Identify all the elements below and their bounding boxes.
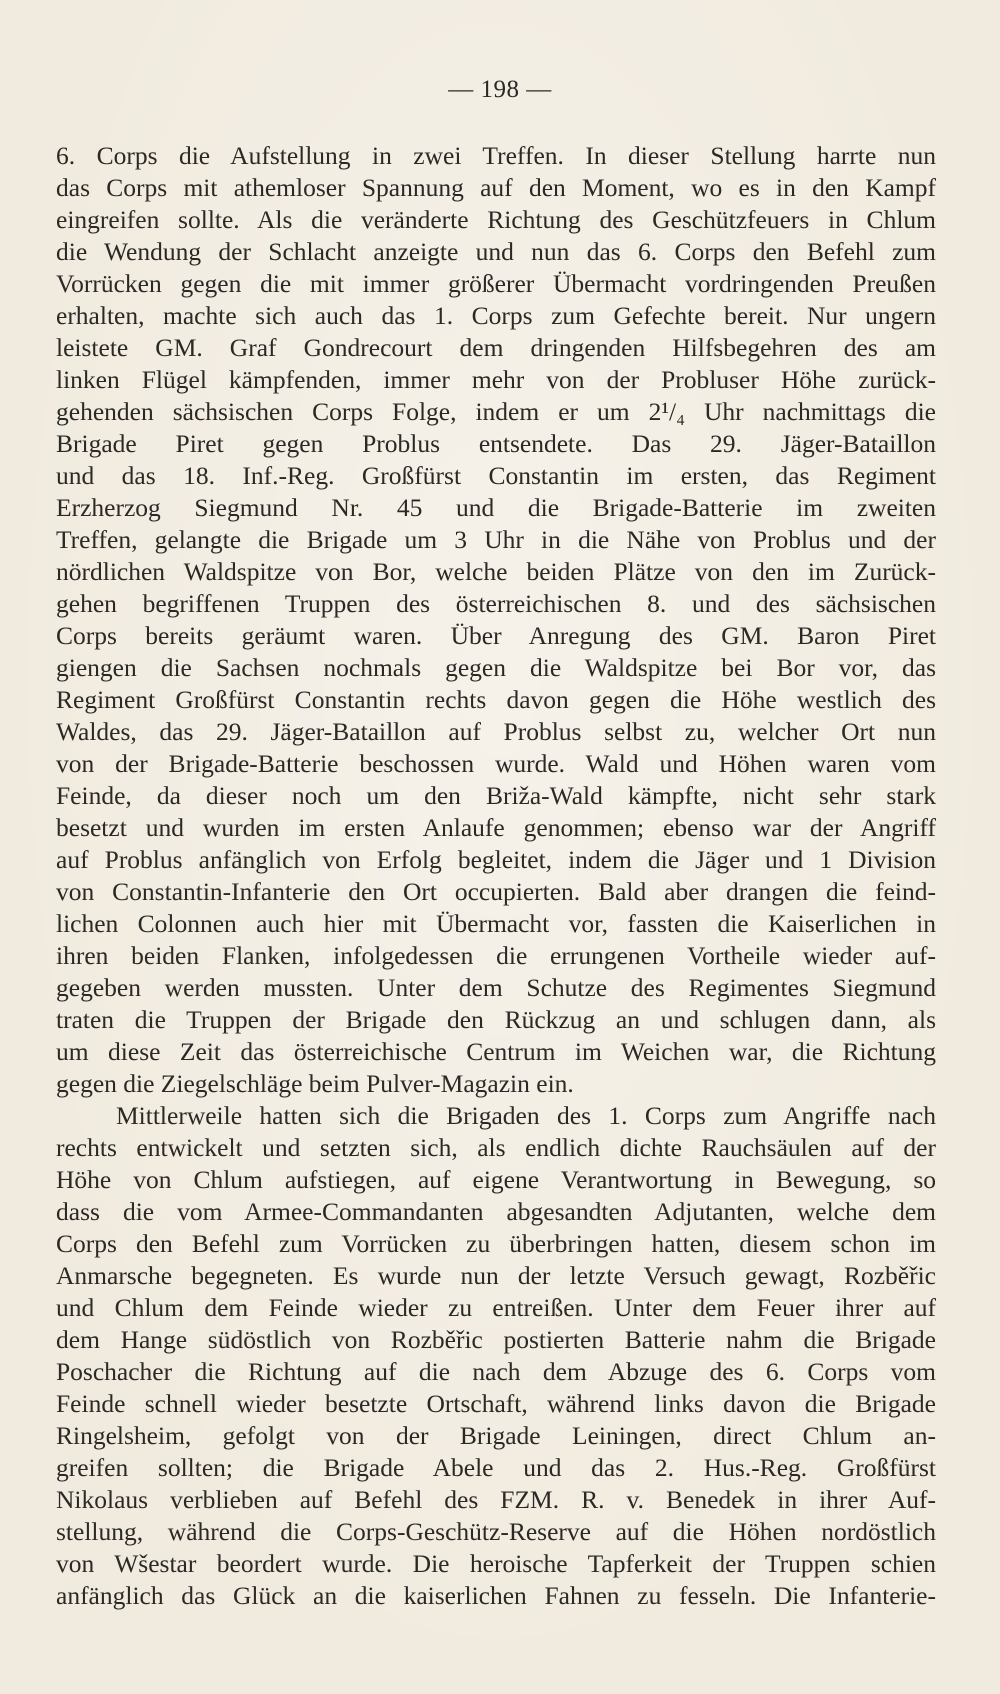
text-line: traten die Truppen der Brigade den Rückzug an und schlugen dann, als [56, 1005, 936, 1034]
text-line: Anmarsche begegneten. Es wurde nun der letzte Versuch gewagt, Rozběřic [56, 1261, 936, 1290]
text-line: lichen Colonnen auch hier mit Übermacht vor, fassten die Kaiserlichen in [56, 909, 936, 938]
text-line: ihren beiden Flanken, infolgedessen die errungenen Vortheile wieder auf- [56, 941, 936, 970]
text-line: Corps bereits geräumt waren. Über Anregung des GM. Baron Piret [56, 621, 936, 650]
text-line: Feinde schnell wieder besetzte Ortschaft, während links davon die Brigade [56, 1389, 936, 1418]
text-line: greifen sollten; die Brigade Abele und das 2. Hus.-Reg. Großfürst [56, 1453, 936, 1482]
text-line: und das 18. Inf.-Reg. Großfürst Constantin im ersten, das Regiment [56, 461, 936, 490]
text-line: Waldes, das 29. Jäger-Bataillon auf Problus selbst zu, welcher Ort nun [56, 717, 936, 746]
text-line: Mittlerweile hatten sich die Brigaden des 1. Corps zum Angriffe nach [116, 1101, 936, 1130]
text-line: Poschacher die Richtung auf die nach dem Abzuge des 6. Corps vom [56, 1357, 936, 1386]
text-line: Höhe von Chlum aufstiegen, auf eigene Verantwortung in Bewegung, so [56, 1165, 936, 1194]
text-line: giengen die Sachsen nochmals gegen die Waldspitze bei Bor vor, das [56, 653, 936, 682]
text-line: Regiment Großfürst Constantin rechts davon gegen die Höhe westlich des [56, 685, 936, 714]
text-line: von Constantin-Infanterie den Ort occupierten. Bald aber drangen die feind- [56, 877, 936, 906]
page-number: — 198 — [448, 76, 552, 103]
text-line: Ringelsheim, gefolgt von der Brigade Leiningen, direct Chlum an- [56, 1421, 936, 1450]
text-line: besetzt und wurden im ersten Anlaufe genommen; ebenso war der Angriff [56, 813, 936, 842]
text-line: auf Problus anfänglich von Erfolg begleitet, indem die Jäger und 1 Division [56, 845, 936, 874]
text-line: stellung, während die Corps-Geschütz-Reserve auf die Höhen nordöstlich [56, 1517, 936, 1546]
text-line: von Wšestar beordert wurde. Die heroische Tapferkeit der Truppen schien [56, 1549, 936, 1578]
text-line: Feinde, da dieser noch um den Briža-Wald kämpfte, nicht sehr stark [56, 781, 936, 810]
text-line: Treffen, gelangte die Brigade um 3 Uhr in die Nähe von Problus und der [56, 525, 936, 554]
text-line: gehenden sächsischen Corps Folge, indem er um 2¹/₄ Uhr nachmittags die [56, 397, 936, 426]
text-line: von der Brigade-Batterie beschossen wurde. Wald und Höhen waren vom [56, 749, 936, 778]
text-line: die Wendung der Schlacht anzeigte und nun das 6. Corps den Befehl zum [56, 237, 936, 266]
text-line: gehen begriffenen Truppen des österreichischen 8. und des sächsischen [56, 589, 936, 618]
text-line: um diese Zeit das österreichische Centrum im Weichen war, die Richtung [56, 1037, 936, 1066]
text-line: leistete GM. Graf Gondrecourt dem dringenden Hilfsbegehren des am [56, 333, 936, 362]
text-line: Vorrücken gegen die mit immer größerer Übermacht vordringenden Preußen [56, 269, 936, 298]
text-line: linken Flügel kämpfenden, immer mehr von der Probluser Höhe zurück- [56, 365, 936, 394]
text-line: Erzherzog Siegmund Nr. 45 und die Brigade-Batterie im zweiten [56, 493, 936, 522]
text-line: eingreifen sollte. Als die veränderte Richtung des Geschützfeuers in Chlum [56, 205, 936, 234]
text-line: rechts entwickelt und setzten sich, als endlich dichte Rauchsäulen auf der [56, 1133, 936, 1162]
text-line: das Corps mit athemloser Spannung auf den Moment, wo es in den Kampf [56, 173, 936, 202]
text-line: und Chlum dem Feinde wieder zu entreißen. Unter dem Feuer ihrer auf [56, 1293, 936, 1322]
text-line: dass die vom Armee-Commandanten abgesandten Adjutanten, welche dem [56, 1197, 936, 1226]
text-line: gegen die Ziegelschläge beim Pulver-Magazin ein. [56, 1069, 574, 1098]
text-line: Corps den Befehl zum Vorrücken zu überbringen hatten, diesem schon im [56, 1229, 936, 1258]
text-line: Brigade Piret gegen Problus entsendete. Das 29. Jäger-Bataillon [56, 429, 936, 458]
text-line: Nikolaus verblieben auf Befehl des FZM. R. v. Benedek in ihrer Auf- [56, 1485, 936, 1514]
text-line: dem Hange südöstlich von Rozběřic postierten Batterie nahm die Brigade [56, 1325, 936, 1354]
text-line: nördlichen Waldspitze von Bor, welche beiden Plätze von den im Zurück- [56, 557, 936, 586]
text-line: gegeben werden mussten. Unter dem Schutze des Regimentes Siegmund [56, 973, 936, 1002]
text-line: 6. Corps die Aufstellung in zwei Treffen. In dieser Stellung harrte nun [56, 141, 936, 170]
text-line: anfänglich das Glück an die kaiserlichen Fahnen zu fesseln. Die Infanterie- [56, 1581, 936, 1610]
text-line: erhalten, machte sich auch das 1. Corps zum Gefechte bereit. Nur ungern [56, 301, 936, 330]
body-text [56, 140, 936, 1612]
